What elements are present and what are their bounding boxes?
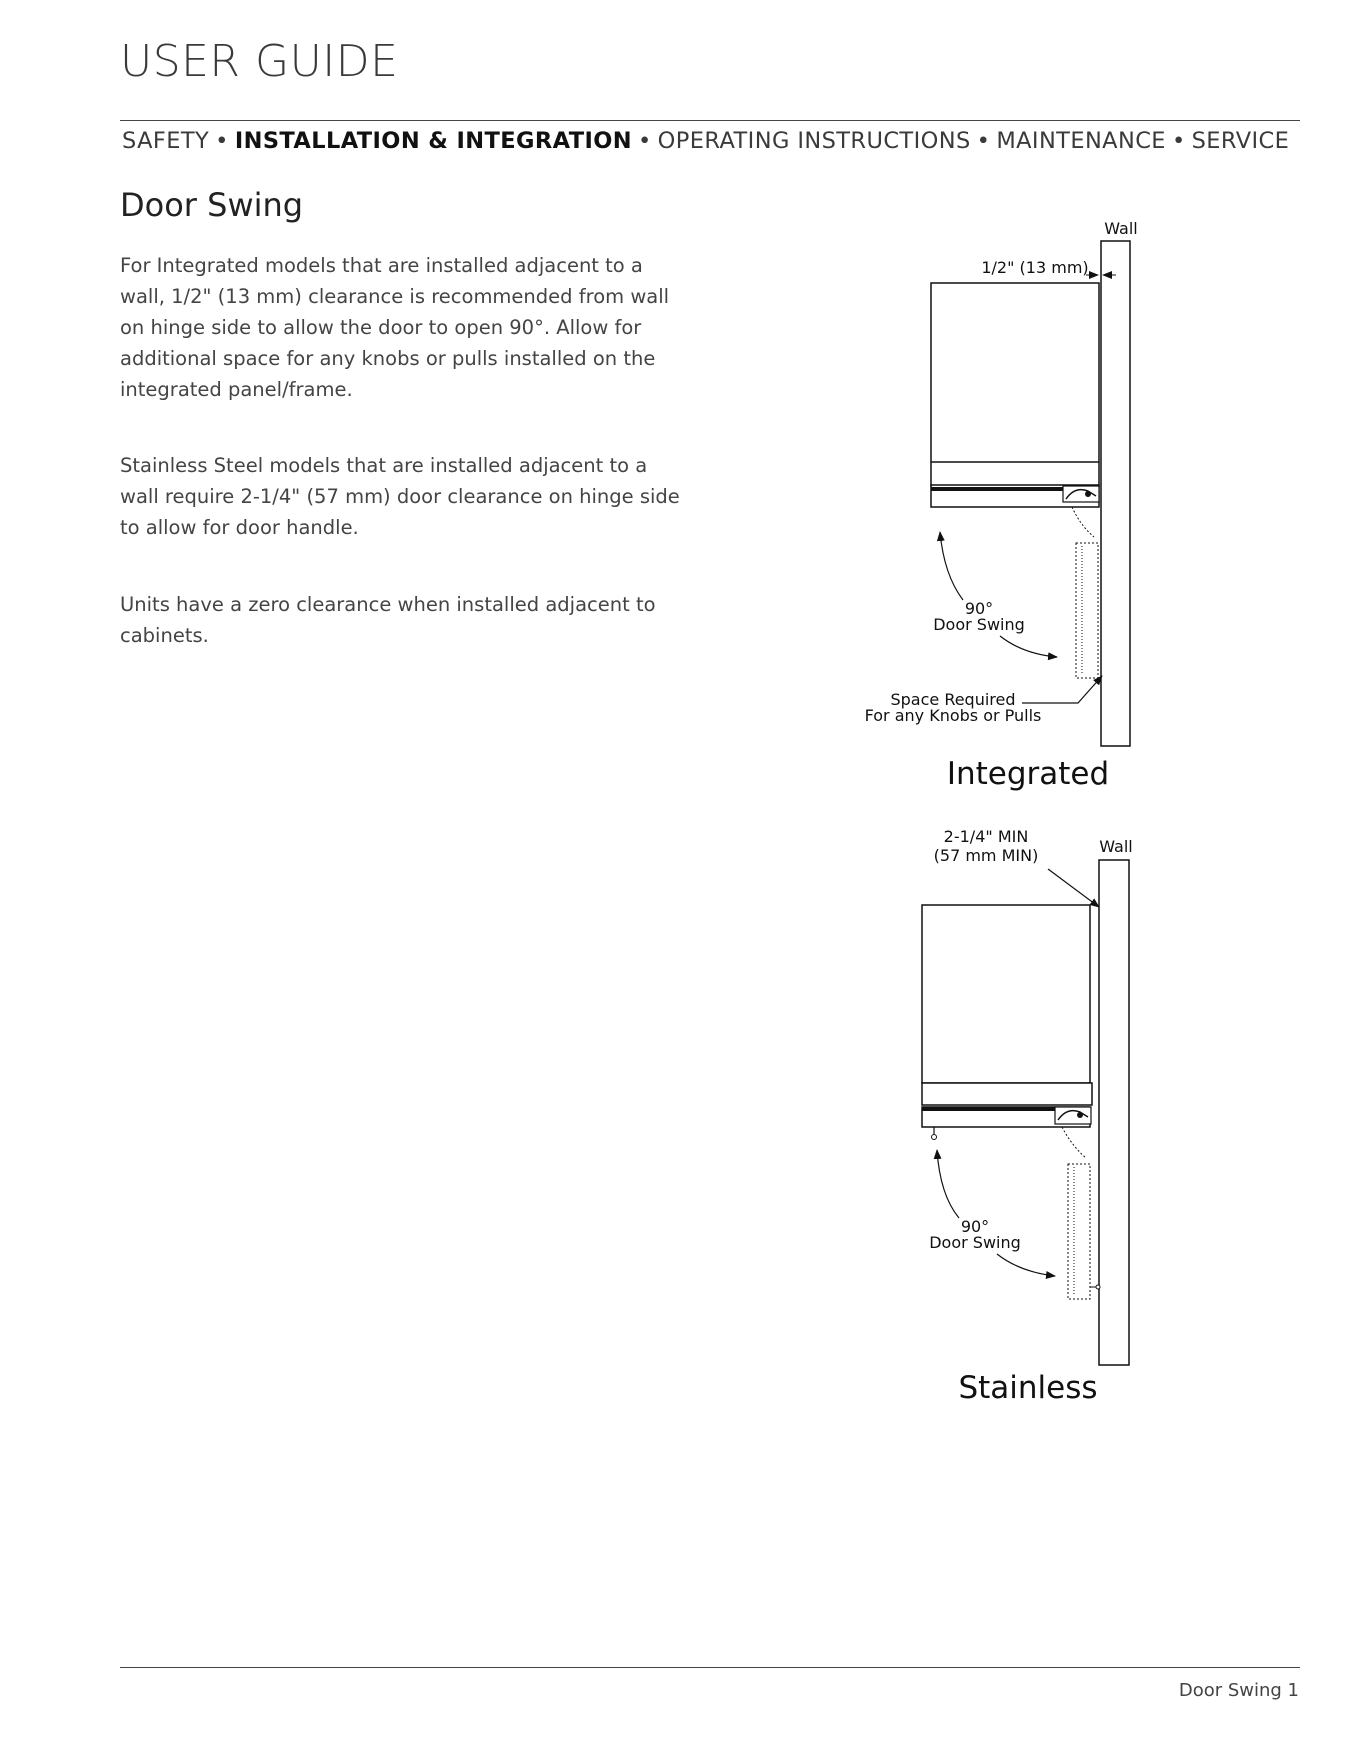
hinge-icon xyxy=(1055,1107,1091,1124)
nav-separator: • xyxy=(215,128,229,154)
swung-door-outline xyxy=(1076,543,1098,678)
paragraph-cabinets: Units have a zero clearance when installed adjacent to cabinets. xyxy=(120,593,656,647)
swing-arrow-right xyxy=(1000,636,1057,657)
door-handle-icon xyxy=(1090,1285,1100,1289)
nav-item-maintenance: MAINTENANCE xyxy=(996,128,1166,154)
nav-separator: • xyxy=(638,128,652,154)
integrated-diagram xyxy=(865,219,1138,792)
door-swing-arc xyxy=(1062,1127,1086,1158)
diagram-caption: Integrated xyxy=(946,756,1110,792)
nav-item-safety: SAFETY xyxy=(122,128,210,154)
swing-arrow-up xyxy=(940,532,963,600)
door-swing-arc xyxy=(1072,507,1094,537)
wall-shape xyxy=(1099,860,1129,1365)
knob-leader-line xyxy=(1022,676,1102,703)
cabinet-body xyxy=(931,283,1099,462)
clearance-leader-line xyxy=(1048,869,1099,907)
wall-label: Wall xyxy=(1104,219,1138,238)
swing-label: Door Swing xyxy=(933,615,1025,634)
stainless-diagram xyxy=(922,827,1133,1406)
section-title: Door Swing xyxy=(120,186,304,224)
knob-space-label: Space Required xyxy=(890,690,1016,709)
door-panel xyxy=(922,1083,1092,1105)
wall-label: Wall xyxy=(1099,837,1133,856)
nav-separator: • xyxy=(1171,128,1186,154)
nav-item-operating-instructions: OPERATING INSTRUCTIONS xyxy=(657,128,971,154)
swung-door-outline xyxy=(1068,1164,1090,1299)
nav-separator: • xyxy=(976,128,991,154)
hinge-icon xyxy=(1063,486,1099,502)
clearance-label: 2-1/4" MIN xyxy=(943,827,1029,846)
nav-item-service: SERVICE xyxy=(1191,128,1290,154)
diagram-caption: Stainless xyxy=(958,1370,1098,1406)
page-footer: Door Swing 1 xyxy=(1178,1680,1299,1701)
wall-shape xyxy=(1101,241,1130,746)
cabinet-body xyxy=(922,905,1090,1083)
swing-label: Door Swing xyxy=(929,1233,1021,1252)
clearance-label: 1/2" (13 mm) xyxy=(981,258,1089,277)
swing-arrow-up xyxy=(937,1150,959,1218)
footer-rule xyxy=(120,1667,1300,1668)
paragraph-integrated: For Integrated models that are installed adjacent to a wall, 1/2" (13 mm) clearance is recommended from wall on hinge side to allow the door to open 90°. Allow for additional space for any knobs or pulls installed on the integrated panel/frame. xyxy=(120,254,670,401)
paragraph-stainless: Stainless Steel models that are installed adjacent to a wall require 2-1/4" (57 mm) door clearance on hinge side to allow for door handle. xyxy=(120,454,680,539)
swing-arrow-right xyxy=(997,1254,1055,1276)
swing-angle-label: 90° xyxy=(964,599,994,618)
swing-angle-label: 90° xyxy=(960,1217,990,1236)
clearance-label-2: (57 mm MIN) xyxy=(933,846,1039,865)
knob-space-label-2: For any Knobs or Pulls xyxy=(864,706,1042,725)
document-title: USER GUIDE xyxy=(120,36,399,87)
nav-item-installation-integration: INSTALLATION & INTEGRATION xyxy=(234,128,632,154)
door-handle-icon xyxy=(932,1127,937,1140)
